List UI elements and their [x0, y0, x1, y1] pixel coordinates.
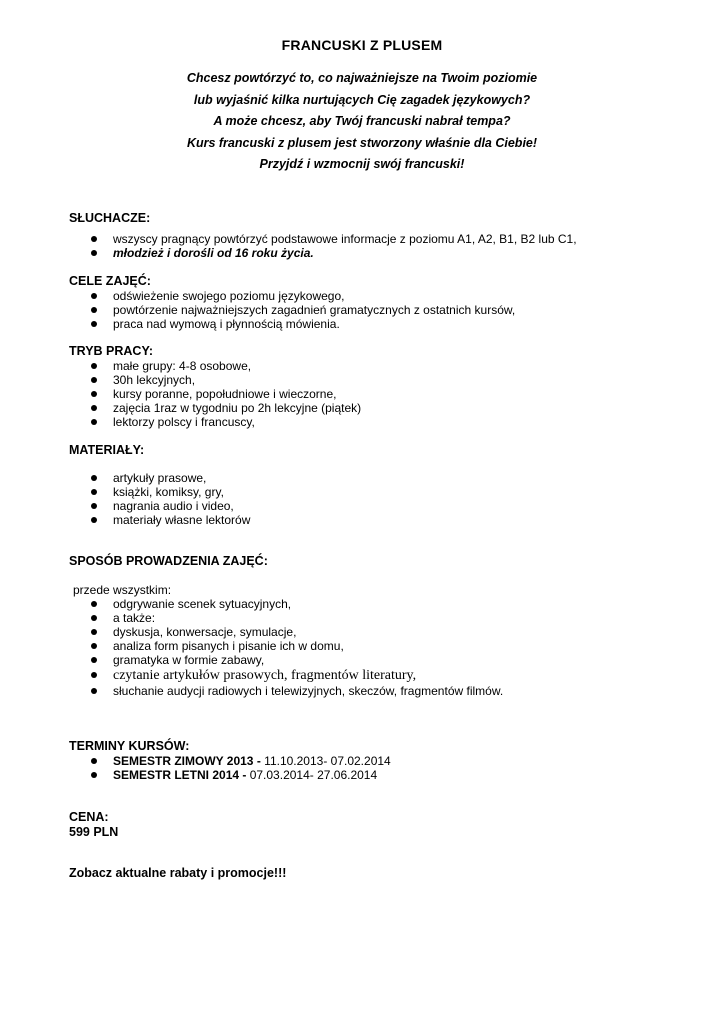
sposob-intro: przede wszystkim: — [73, 583, 172, 597]
list-item: odświeżenie swojego poziomu językowego, — [69, 289, 669, 303]
bullet-icon — [91, 503, 97, 509]
bullet-icon — [91, 307, 97, 313]
bullet-icon — [91, 772, 97, 778]
bullet-icon — [91, 657, 97, 663]
bullet-icon — [91, 321, 97, 327]
bullet-icon — [91, 475, 97, 481]
list-item: książki, komiksy, gry, — [69, 485, 669, 499]
intro-line: A może chcesz, aby Twój francuski nabrał tempa? — [213, 114, 511, 128]
terminy-list — [69, 754, 669, 782]
list-item: zajęcia 1raz w tygodniu po 2h lekcyjne (piątek) — [69, 401, 669, 415]
document-title: FRANCUSKI Z PLUSEM — [281, 37, 443, 53]
section-heading: TERMINY KURSÓW: — [69, 739, 190, 753]
promo-text: Zobacz aktualne rabaty i promocje!!! — [69, 866, 287, 880]
bullet-icon — [91, 363, 97, 369]
section-heading: SPOSÓB PROWADZENIA ZAJĘĆ: — [69, 554, 268, 568]
bullet-icon — [91, 293, 97, 299]
section-heading: MATERIAŁY: — [69, 443, 145, 457]
list-item: a także: — [69, 611, 669, 625]
section-materialy — [69, 443, 669, 527]
section-heading: TRYB PRACY: — [69, 344, 154, 358]
intro-line: lub wyjaśnić kilka nurtujących Cię zagadek językowych? — [193, 92, 531, 107]
bullet-icon — [91, 629, 97, 635]
section-heading: CENA: — [69, 810, 109, 824]
list-item: gramatyka w formie zabawy, — [69, 653, 669, 667]
tryb-list — [69, 359, 669, 429]
list-item: nagrania audio i video, — [69, 499, 669, 513]
bullet-icon — [91, 758, 97, 764]
price-value: 599 PLN — [69, 825, 119, 839]
section-cena — [69, 810, 669, 840]
bullet-icon — [91, 672, 97, 678]
list-item: 30h lekcyjnych, — [69, 373, 669, 387]
bullet-icon — [91, 419, 97, 425]
section-tryb — [69, 344, 669, 429]
bullet-icon — [91, 643, 97, 649]
section-sposob — [69, 554, 669, 698]
list-item: wszyscy pragnący powtórzyć podstawowe informacje z poziomu A1, A2, B1, B2 lub C1, — [69, 232, 669, 246]
bullet-icon — [91, 250, 97, 256]
list-item: SEMESTR LETNI 2014 - 07.03.2014- 27.06.2014 — [69, 768, 669, 782]
list-item: dyskusja, konwersacje, symulacje, — [69, 625, 669, 639]
list-item: artykuły prasowe, — [69, 471, 669, 485]
list-item: powtórzenie najważniejszych zagadnień gramatycznych z ostatnich kursów, — [69, 303, 669, 317]
cele-list — [69, 289, 669, 331]
bullet-icon — [91, 377, 97, 383]
bullet-icon — [91, 601, 97, 607]
intro-line: Chcesz powtórzyć to, co najważniejsze na Twoim poziomie — [186, 71, 538, 85]
intro-line: Kurs francuski z plusem jest stworzony właśnie dla Ciebie! — [186, 135, 538, 150]
section-heading: CELE ZAJĘĆ: — [69, 274, 151, 288]
list-item: analiza form pisanych i pisanie ich w domu, — [69, 639, 669, 653]
list-item: kursy poranne, popołudniowe i wieczorne, — [69, 387, 669, 401]
intro-line: Przyjdź i wzmocnij swój francuski! — [259, 157, 465, 171]
bullet-icon — [91, 391, 97, 397]
section-promo — [69, 866, 669, 881]
list-item: praca nad wymową i płynnością mówienia. — [69, 317, 669, 331]
list-item: SEMESTR ZIMOWY 2013 - 11.10.2013- 07.02.2014 — [69, 754, 669, 768]
bullet-icon — [91, 517, 97, 523]
section-sluchacze — [69, 211, 669, 260]
bullet-icon — [91, 615, 97, 621]
list-item: słuchanie audycji radiowych i telewizyjnych, skeczów, fragmentów filmów. — [69, 684, 669, 698]
bullet-icon — [91, 688, 97, 694]
intro-block — [0, 68, 724, 176]
sluchacze-list — [69, 232, 669, 260]
list-item: czytanie artykułów prasowych, fragmentów literatury, — [69, 667, 669, 684]
bullet-icon — [91, 489, 97, 495]
materialy-list — [69, 471, 669, 527]
sposob-list — [69, 597, 669, 698]
bullet-icon — [91, 236, 97, 242]
list-item: młodzież i dorośli od 16 roku życia. — [69, 246, 669, 260]
list-item: odgrywanie scenek sytuacyjnych, — [69, 597, 669, 611]
bullet-icon — [91, 405, 97, 411]
list-item: małe grupy: 4-8 osobowe, — [69, 359, 669, 373]
section-cele — [69, 274, 669, 331]
list-item: lektorzy polscy i francuscy, — [69, 415, 669, 429]
section-terminy — [69, 739, 669, 782]
list-item: materiały własne lektorów — [69, 513, 669, 527]
section-heading: SŁUCHACZE: — [69, 211, 151, 225]
